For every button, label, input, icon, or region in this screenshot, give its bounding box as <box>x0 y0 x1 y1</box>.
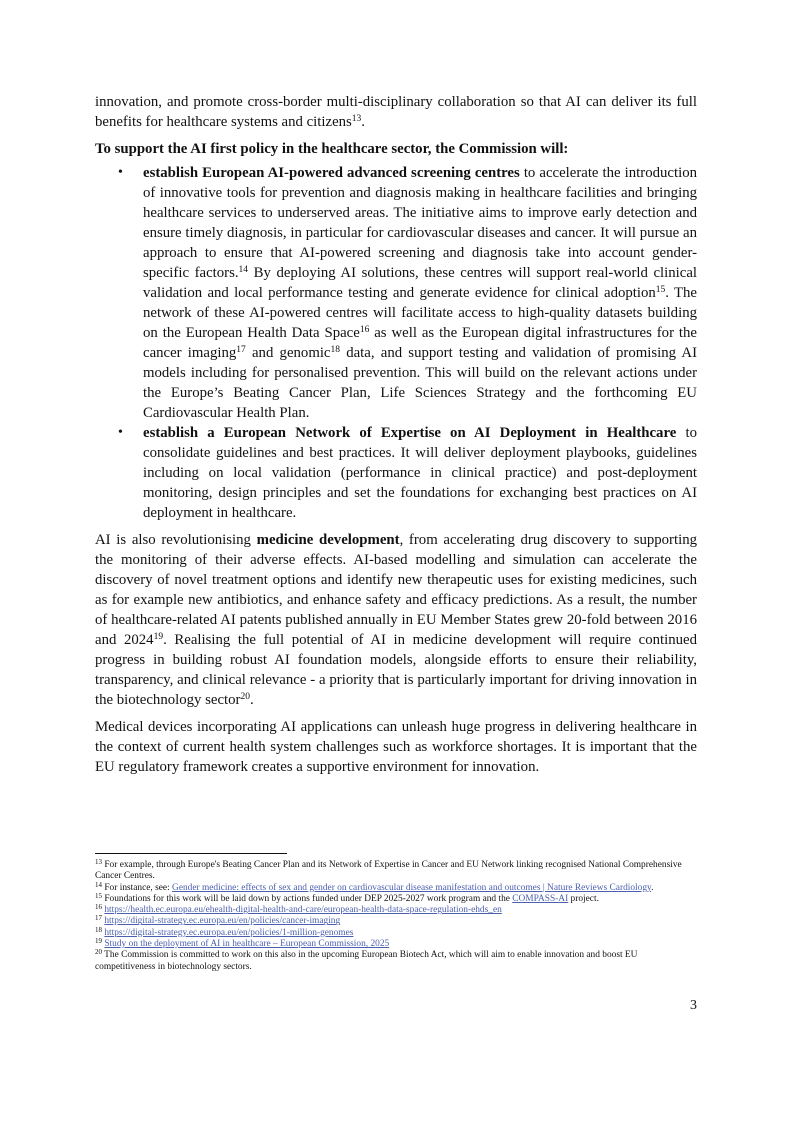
bold-text: establish a European Network of Expertise on AI Deployment in Healthcare <box>143 425 677 441</box>
item-text: as well as the European digital infrastructures for the cancer imaging <box>143 325 697 361</box>
footnote <box>95 880 697 894</box>
item-text: data, and support testing and validation of promising AI models including for personalised prevention. This will build on the relevant actions under the Europe’s Beating Cancer Plan, Life Sciences Strategy and the forthcoming EU Cardiovascular Health Plan. <box>143 345 697 421</box>
footnote-ref[interactable]: 17 <box>236 345 246 355</box>
footnote-link[interactable]: Study on the deployment of AI in healthcare – European Commission, 2025 <box>104 939 390 950</box>
footnote <box>95 925 697 939</box>
footnote-text: project. <box>568 893 599 904</box>
bullet-list <box>95 163 697 523</box>
footnote-link[interactable]: Gender medicine: effects of sex and gender on cardiovascular disease manifestation and outcomes | Nature Reviews Cardiology <box>172 882 652 893</box>
item-text: and genomic <box>245 345 331 361</box>
footnote <box>95 905 697 916</box>
item-text: to accelerate the introduction of innovative tools for prevention and diagnosis making in healthcare facilities and bringing healthcare services to underserved areas. The initiative aims to improve early detection and ensure timely diagnosis, in particular for cardiovascular diseases and cancer. It will pursue an approach to ensure that AI-powered screening and diagnosis take into account gender-specific factors. <box>143 165 697 281</box>
paragraph-text: . Realising the full potential of AI in medicine development will require continued progress in building robust AI foundation models, alongside efforts to ensure their reliability, transparency, and clinical relevance - a priority that is particularly important for driving innovation in the biotechnology sector <box>95 632 697 708</box>
paragraph-medicine <box>95 530 697 710</box>
footnote-link[interactable]: https://digital-strategy.ec.europa.eu/en/policies/cancer-imaging <box>104 916 341 927</box>
footnote-link[interactable]: https://health.ec.europa.eu/ehealth-digital-health-and-care/european-health-data-space-regulation-ehds_en <box>104 905 502 916</box>
footnote-separator <box>95 853 287 854</box>
footnote-number: 18 <box>95 925 102 934</box>
item-text: to consolidate guidelines and best practices. It will deliver deployment playbooks, guidelines including on local validation (performance in clinical practice) and post-deployment monitoring, design principles and set the foundations for exchanging best practices on AI deployment in healthcare. <box>143 425 697 521</box>
punctuation: . <box>651 882 654 893</box>
punctuation: . <box>361 114 365 130</box>
paragraph-text: innovation, and promote cross-border multi-disciplinary collaboration so that AI can deliver its full benefits for healthcare systems and citizens <box>95 94 697 130</box>
paragraph-devices: Medical devices incorporating AI applications can unleash huge progress in delivering healthcare in the context of current health system challenges such as workforce shortages. It is important that the EU regulatory framework creates a supportive environment for innovation. <box>95 719 697 775</box>
footnote-text: For example, through Europe's Beating Cancer Plan and its Network of Expertise in Cancer and EU Network linking recognised National Comprehensive Cancer Centres. <box>95 860 682 882</box>
bold-text: medicine development <box>256 532 400 548</box>
footnote-number: 15 <box>95 891 102 900</box>
item-text: . The network of these AI-powered centres will facilitate access to high-quality datasets building on the European Health Data Space <box>143 285 697 341</box>
footnote-number: 14 <box>95 880 102 889</box>
paragraph-intro <box>95 92 697 132</box>
footnote <box>95 916 697 927</box>
footnote-ref[interactable]: 15 <box>655 285 666 295</box>
section-heading <box>95 139 697 159</box>
footnote-number: 20 <box>95 948 102 957</box>
footnote-text: The Commission is committed to work on this also in the upcoming European Biotech Act, which will aim to enable innovation and boost EU competitiveness in biotechnology sectors. <box>95 950 638 972</box>
footnote-text: For instance, see: <box>102 882 173 893</box>
footnote-number: 16 <box>95 903 102 912</box>
footnote <box>95 950 697 973</box>
list-item <box>95 423 697 523</box>
page-number: 3 <box>690 998 697 1013</box>
list-item <box>95 163 697 423</box>
footnote <box>95 860 697 883</box>
footnotes <box>95 860 697 973</box>
paragraph-text: , from accelerating drug discovery to supporting the monitoring of their adverse effects. AI-based modelling and simulation can accelerate the discovery of novel treatment options and identify new therapeutic uses for existing medicines, such as for example new antibiotics, and enhance safety and efficacy predictions. As a result, the number of healthcare-related AI patents published annually in EU Member States grew 20-fold between 2016 and 2024 <box>95 532 697 648</box>
footnote-ref[interactable]: 14 <box>238 265 249 275</box>
footnote-link[interactable]: https://digital-strategy.ec.europa.eu/en/policies/1-million-genomes <box>104 927 354 938</box>
item-text: By deploying AI solutions, these centres will support real-world clinical validation and local performance testing and generate evidence for clinical adoption <box>143 265 697 301</box>
footnote-text: Foundations for this work will be laid down by actions funded under DEP 2025-2027 work program and the <box>102 893 513 904</box>
footnote <box>95 939 697 950</box>
footnote-ref[interactable]: 13 <box>351 114 362 124</box>
footnote-ref[interactable]: 16 <box>359 325 370 335</box>
footnote-ref[interactable]: 20 <box>240 692 250 702</box>
footnote-number: 13 <box>95 858 102 866</box>
footnote-ref[interactable]: 19 <box>153 632 164 642</box>
page-body <box>95 92 697 777</box>
punctuation: . <box>249 692 254 708</box>
footnote-link[interactable]: COMPASS-AI <box>512 893 569 904</box>
bold-text: establish European AI-powered advanced screening centres <box>143 165 520 181</box>
footnote-number: 17 <box>95 914 102 923</box>
footnote <box>95 891 697 905</box>
paragraph-text: AI is also revolutionising <box>95 532 257 548</box>
footnote-ref[interactable]: 18 <box>330 345 341 355</box>
footnote-number: 19 <box>95 937 102 946</box>
heading-text: To support the AI first policy in the healthcare sector, the Commission will: <box>95 141 569 157</box>
